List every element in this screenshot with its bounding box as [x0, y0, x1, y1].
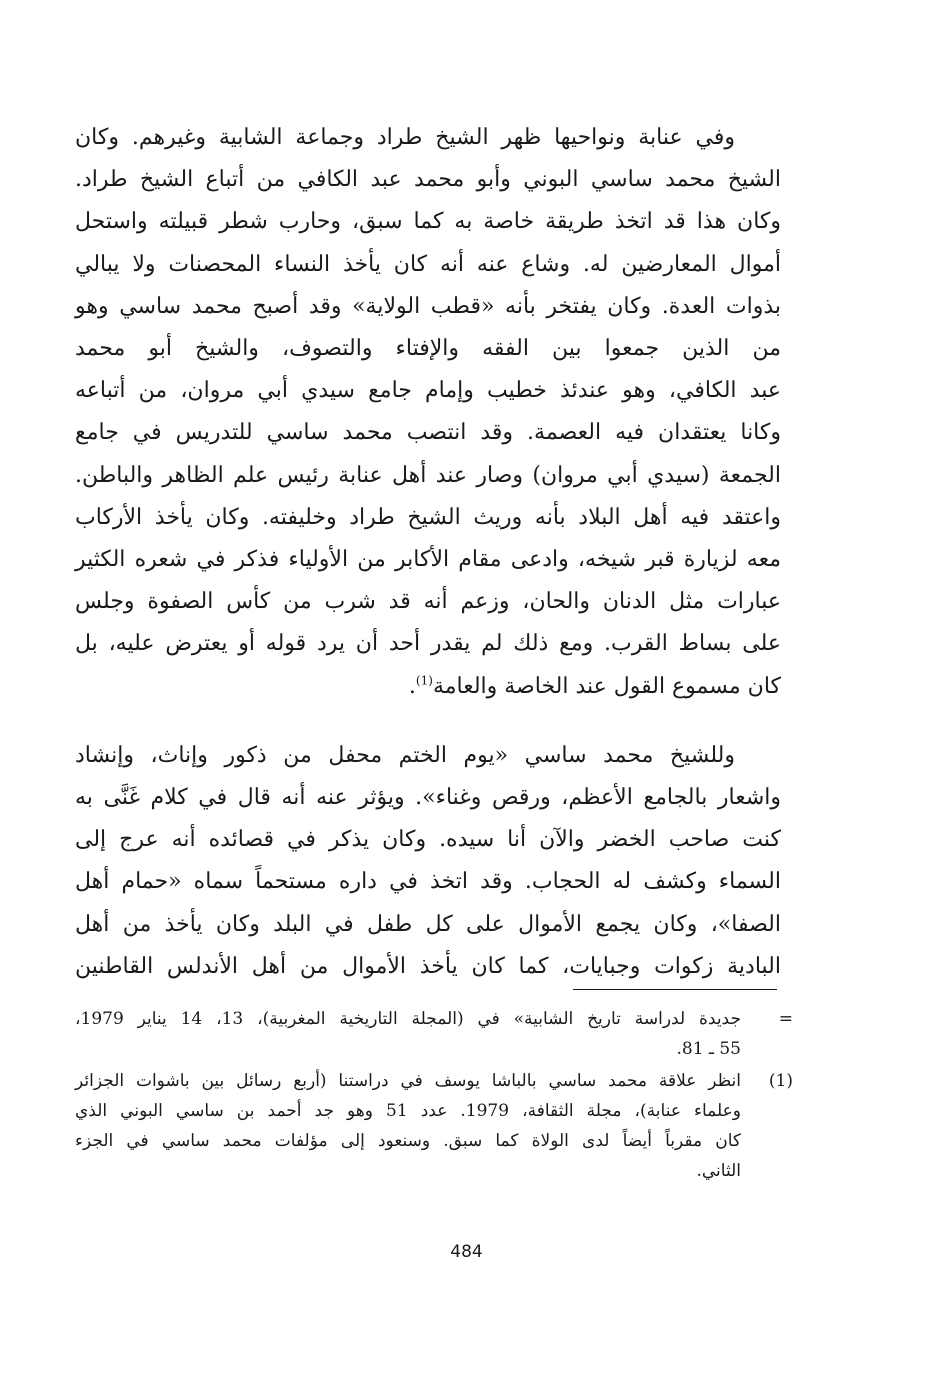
footnote-text: [75, 1004, 741, 1064]
footnote-marker: (1): [768, 1071, 793, 1091]
text-line: أموال المعارضين له. وشاع عنه أنه كان يأخذ النساء المحصنات ولا يبالي: [75, 251, 781, 277]
text-line: معه لزيارة قبر شيخه، وادعى مقام الأكابر من الأولياء فذكر في شعره الكثير: [75, 547, 781, 573]
text-line: واعتقد فيه أهل البلاد بأنه وريث الشيخ طراد وخليفته. وكان يأخذ الأركاب: [75, 504, 781, 530]
text-line: وكان هذا قد اتخذ طريقة خاصة به كما سبق، وحارب شطر قبيلته واستحل: [75, 209, 781, 235]
footnote-1: [75, 1066, 793, 1186]
paragraph-2: [75, 735, 781, 988]
text-line: السماء وكشف له الحجاب. وقد اتخذ في داره مستحماً سماه «حمام أهل: [75, 869, 781, 895]
footnote-line: وعلماء عنابة)، مجلة الثقافة، 1979. عدد 51 وهو جد أحمد بن ساسي البوني الذي: [75, 1101, 741, 1121]
footnote-separator: [573, 989, 777, 990]
text-line: الشيخ محمد ساسي البوني وأبو محمد عبد الكافي من أتباع الشيخ طراد.: [75, 167, 781, 193]
footnotes: [75, 1004, 793, 1188]
footnote-line: كان مقرباً أيضاً لدى الولاة كما سبق. وسنعود إلى مؤلفات محمد ساسي في الجزء: [75, 1131, 741, 1151]
text-line-last: [75, 666, 781, 708]
text-line: واشعار بالجامع الأعظم، ورقص وغناء». ويؤثر عنه أنه قال في كلام غَنَّى به: [75, 785, 781, 811]
text-line: وكانا يعتقدان فيه العصمة. وقد انتصب محمد ساسي للتدريس في جامع: [75, 420, 781, 446]
text-line: على بساط القرب. ومع ذلك لم يقدر أحد أن يرد قوله أو يعترض عليه، بل: [75, 631, 781, 657]
footnote-reference[interactable]: (1): [415, 673, 433, 688]
footnote-continued: [75, 1004, 793, 1064]
footnote-line: الثاني.: [696, 1161, 741, 1181]
text-line: الصفا»، وكان يجمع الأموال على كل طفل في البلد وكان يأخذ من أهل: [75, 911, 781, 937]
footnote-marker: =: [778, 1009, 793, 1029]
paragraph-1: [75, 117, 781, 708]
text-line: من الذين جمعوا بين الفقه والإفتاء والتصوف، والشيخ أبو محمد: [75, 336, 781, 362]
main-text: [75, 117, 781, 988]
text-line: بذوات العدة. وكان يفتخر بأنه «قطب الولاية» وقد أصبح محمد ساسي وهو: [75, 293, 781, 319]
footnote-text: [75, 1066, 741, 1186]
text-line: عبد الكافي، وهو عندئذ خطيب وإمام جامع سيدي أبي مروان، من أتباعه: [75, 378, 781, 404]
footnote-line: انظر علاقة محمد ساسي بالباشا يوسف في دراستنا (أربع رسائل بين باشوات الجزائر: [75, 1071, 741, 1091]
page-number: 484: [450, 1242, 483, 1262]
text-line-content: كان مسموع القول عند الخاصة والعامة: [432, 673, 781, 699]
footnote-line: جديدة لدراسة تاريخ الشابية» في (المجلة التاريخية المغربية)، 13، 14 يناير 1979،: [75, 1009, 741, 1029]
text-line: عبارات مثل الدنان والحان، وزعم أنه قد شرب من كأس الصفوة وجلس: [75, 589, 781, 615]
text-line: الجمعة (سيدي أبي مروان) وصار عند أهل عنابة رئيس علم الظاهر والباطن.: [75, 462, 781, 488]
text-line: وللشيخ محمد ساسي «يوم الختم محفل من ذكور وإناث، وإنشاد: [75, 742, 735, 768]
text-line: وفي عنابة ونواحيها ظهر الشيخ طراد وجماعة الشابية وغيرهم. وكان: [75, 125, 735, 150]
text-line: البادية زكوات وجبايات، كما كان يأخذ الأموال من أهل الأندلس القاطنين: [75, 953, 781, 979]
footnote-line: 55 ـ 81.: [676, 1039, 741, 1059]
sentence-period: .: [408, 673, 416, 699]
text-line: كنت صاحب الخضر والآن أنا سيده. وكان يذكر في قصائده أنه عرج إلى: [75, 827, 781, 853]
